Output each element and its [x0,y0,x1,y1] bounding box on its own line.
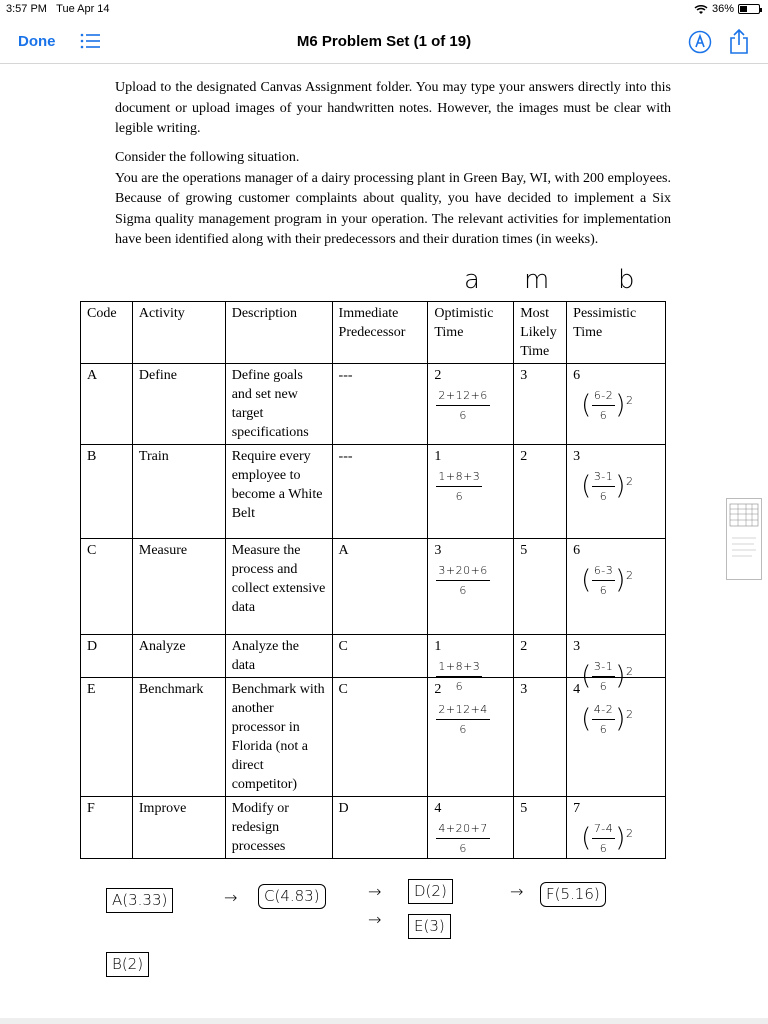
handwritten-variance-formula: ( $\frac{7-4}{6}$ )$^2$ [581,819,633,858]
cell-most-likely-text: 2 [520,449,528,464]
table-header-row [81,302,666,364]
handwritten-mean-formula [436,386,489,425]
cell-most-likely-text: 3 [520,368,528,383]
mean-numerator: 1+8+3 [436,657,482,677]
flow-node-b: B(2) [106,952,149,977]
variance-exponent: 2 [625,826,634,840]
status-right [694,3,760,15]
cell-predecessor [332,635,428,678]
document-page [78,64,690,1014]
flow-node-c: C(4.83) [258,884,326,909]
cell-code-text: F [87,801,95,816]
status-bar [0,0,768,20]
wifi-icon [694,4,708,15]
cell-description-text: Define goals and set new target specifications [231,368,309,440]
share-icon[interactable] [728,28,750,54]
mean-denominator: 6 [459,584,467,597]
cell-code [81,678,133,797]
handwritten-variance-formula: ( $\frac{3-1}{6}$ )$^2$ [581,467,633,506]
handwritten-mean-formula [436,467,482,506]
cell-optimistic-text: 3 [434,543,442,558]
cell-code [81,797,133,859]
markup-icon[interactable] [688,30,712,54]
cell-optimistic [428,797,514,859]
cell-activity [132,364,225,445]
header-optimistic: Optimistic Time [428,302,514,364]
table-row [81,364,666,445]
bottom-bar [0,1018,768,1024]
cell-optimistic-text: 4 [434,801,442,816]
cell-code-text: C [87,543,97,558]
cell-activity-text: Benchmark [138,682,204,697]
variance-exponent: 2 [625,393,634,407]
header-most-likely: Most Likely Time [514,302,567,364]
handwritten-mean-formula [436,561,489,600]
handwritten-variance-formula: ( $\frac{3-1}{6}$ )$^2$ [581,657,633,696]
cell-pessimistic [567,445,666,539]
cell-predecessor [332,364,428,445]
nav-bar [0,20,768,64]
cell-most-likely [514,445,567,539]
cell-description-text: Measure the process and collect extensive data [231,543,326,615]
cell-most-likely [514,539,567,635]
table-row [81,678,666,797]
cell-description [225,797,332,859]
cell-optimistic-text: 2 [434,368,442,383]
cell-pessimistic-text: 4 [573,682,581,697]
cell-optimistic [428,635,514,693]
cell-code [81,364,133,445]
mean-denominator: 6 [455,490,464,503]
variance-exponent: 2 [625,568,634,582]
cell-activity [132,635,225,678]
table-row [81,635,666,678]
variance-denominator: 6 [599,409,608,422]
cell-activity-text: Define [138,368,177,383]
done-button[interactable]: Done [18,33,56,50]
cell-code-text: B [87,449,97,464]
cell-description [225,539,332,635]
cell-optimistic-text: 1 [434,449,442,464]
mean-numerator: 2+12+4 [436,700,489,720]
cell-activity [132,797,225,859]
variance-numerator: 7-4 [592,819,615,839]
handwritten-a: a [464,265,480,295]
cell-description-text: Require every employee to become a White Belt [231,449,323,521]
activity-table [80,301,666,859]
handwritten-variance-formula: ( $\frac{4-2}{6}$ )$^2$ [581,700,633,739]
mean-numerator: 1+8+3 [436,467,482,487]
cell-predecessor [332,539,428,635]
battery-icon [738,4,760,14]
cell-most-likely [514,678,567,797]
mean-denominator: 6 [455,680,464,693]
mean-numerator: 2+12+6 [436,386,489,406]
cell-most-likely [514,635,567,678]
variance-denominator: 6 [599,842,608,855]
cell-pessimistic-text: 3 [573,639,581,654]
cell-predecessor-text: C [338,682,348,697]
cell-pessimistic [567,678,666,797]
mean-numerator: 4+20+7 [436,819,489,839]
status-time: 3:57 PM Tue Apr 14 [6,3,110,15]
variance-denominator: 6 [599,680,608,693]
cell-optimistic-text: 2 [434,682,442,697]
cell-activity-text: Train [138,449,169,464]
arrow-icon: → [224,888,238,907]
cell-activity-text: Analyze [138,639,186,654]
cell-pessimistic-text: 7 [573,801,581,816]
cell-predecessor [332,797,428,859]
mean-denominator: 6 [459,842,467,855]
cell-code [81,539,133,635]
intro-paragraph: Upload to the designated Canvas Assignment folder. You may type your answers directly into this document or upload images of your handwritten notes. However, the images must be clear with legible writing. [115,80,671,136]
table-row [81,797,666,859]
cell-description [225,364,332,445]
cell-code-text: E [87,682,96,697]
variance-denominator: 6 [599,490,608,503]
variance-numerator: 4-2 [592,700,615,720]
mean-numerator: 3+20+6 [436,561,489,581]
handwritten-mean-formula [436,819,489,858]
header-pessimistic: Pessimistic Time [567,302,666,364]
header-description: Description [225,302,332,364]
header-activity: Activity [132,302,225,364]
variance-numerator: 6-2 [592,386,615,406]
situation-paragraph: You are the operations manager of a dairy processing plant in Green Bay, WI, with 200 employees. Because of growing customer complaints about quality, you have decided to implement a Six Sigma quality management program in your operation. The relevant activities for implementation have been identified along with their predecessors and their duration times (in weeks). [115,170,671,247]
cell-description-text: Modify or redesign processes [231,801,289,854]
variance-denominator: 6 [599,584,608,597]
cell-pessimistic-text: 6 [573,368,581,383]
cell-most-likely-text: 5 [520,543,528,558]
cell-description-text: Analyze the data [231,639,299,673]
cell-pessimistic [567,797,666,859]
cell-most-likely-text: 2 [520,639,528,654]
cell-predecessor-text: --- [338,368,353,383]
cell-predecessor [332,678,428,797]
flow-node-d: D(2) [408,879,453,904]
cell-code [81,445,133,539]
cell-pessimistic [567,364,666,445]
document-title: M6 Problem Set (1 of 19) [296,33,472,50]
flow-node-a: A(3.33) [106,888,173,913]
cell-pessimistic [567,539,666,635]
cell-activity-text: Measure [138,543,188,558]
cell-most-likely-text: 5 [520,801,528,816]
cell-most-likely-text: 3 [520,682,528,697]
cell-pessimistic [567,635,666,693]
flow-node-e: E(3) [408,914,451,939]
cell-pessimistic-text: 3 [573,449,581,464]
handwritten-variance-formula: ( $\frac{6-2}{6}$ )$^2$ [581,386,633,425]
cell-activity-text: Improve [138,801,187,816]
variance-exponent: 2 [625,664,634,678]
cell-optimistic-text: 1 [434,639,442,654]
cell-description [225,445,332,539]
header-code: Code [81,302,133,364]
header-predecessor: Immediate Predecessor [332,302,428,364]
cell-most-likely [514,797,567,859]
cell-optimistic [428,364,514,445]
situation-block [115,148,671,251]
cell-code-text: D [87,639,98,654]
cell-activity [132,678,225,797]
cell-predecessor-text: A [338,543,349,558]
cell-description [225,678,332,797]
cell-optimistic [428,445,514,539]
cell-activity [132,445,225,539]
page-thumbnail[interactable] [726,498,762,580]
cell-pessimistic-text: 6 [573,543,581,558]
handwritten-b: b [618,265,635,295]
cell-description [225,635,332,678]
arrow-icon: → [510,882,524,901]
variance-exponent: 2 [625,474,634,488]
cell-predecessor [332,445,428,539]
handwritten-mean-formula [436,700,489,739]
table-row [81,539,666,635]
mean-denominator: 6 [459,723,467,736]
variance-numerator: 3-1 [592,467,615,487]
handwritten-m: m [524,265,550,295]
cell-activity [132,539,225,635]
cell-optimistic [428,539,514,635]
battery-percent: 36% [711,3,734,15]
handwritten-variance-formula: ( $\frac{6-3}{6}$ )$^2$ [581,561,633,600]
variance-numerator: 6-3 [592,561,615,581]
cell-predecessor-text: C [338,639,348,654]
mean-denominator: 6 [459,409,467,422]
cell-optimistic [428,678,514,797]
cell-code [81,635,133,678]
cell-predecessor-text: --- [338,449,353,464]
variance-exponent: 2 [625,707,634,721]
table-row [81,445,666,539]
arrow-icon: → [368,882,382,901]
cell-most-likely [514,364,567,445]
arrow-icon: → [368,910,382,929]
flow-node-f: F(5.16) [540,882,606,907]
cell-description-text: Benchmark with another processor in Florida (not a direct competitor) [231,682,325,792]
variance-denominator: 6 [599,723,608,736]
cell-code-text: A [87,368,98,383]
situation-lead: Consider the following situation. [115,150,300,165]
cell-predecessor-text: D [338,801,349,816]
variance-numerator: 3-1 [592,657,615,677]
